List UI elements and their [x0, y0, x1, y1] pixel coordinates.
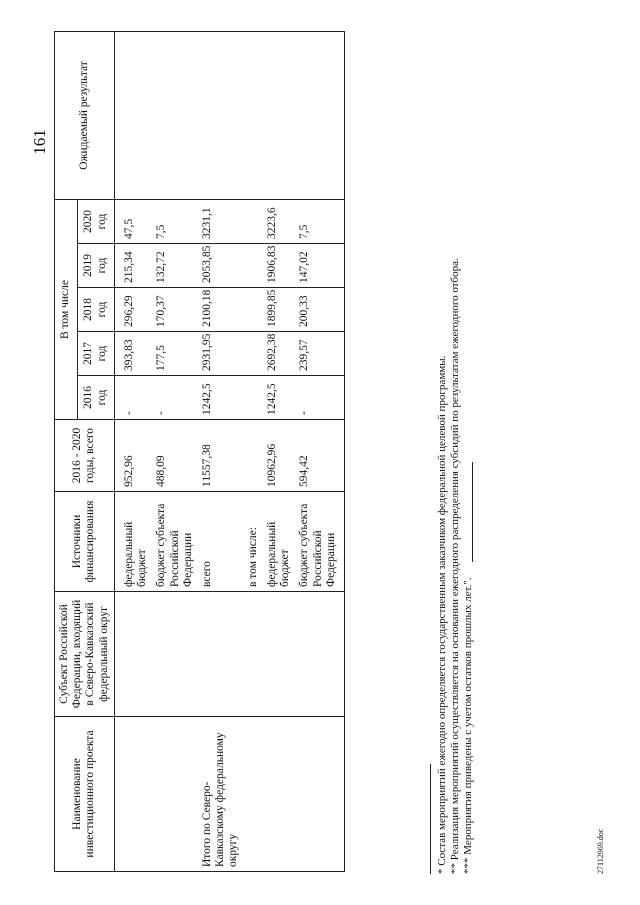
cell-project: Итого по Северо-Кавказскому федеральному округу: [198, 717, 244, 872]
header-year-2020: 2020 год: [77, 199, 114, 243]
document-code: 27112969.doc: [596, 828, 605, 874]
footnote-2: ** Реализация мероприятий осуществляется на основании ежегодного распределения субсидий по результатам ежегодного отбора.: [449, 258, 462, 874]
header-source: Источники финансирования: [55, 492, 115, 592]
page-number: 161: [30, 129, 49, 155]
cell-2017: 239,57: [295, 332, 344, 376]
cell-subject: [114, 592, 152, 717]
table-row: [244, 31, 263, 871]
cell-result: [263, 31, 295, 199]
cell-2017: 2931,95: [198, 332, 244, 376]
header-total: 2016 - 2020 годы, всего: [55, 420, 115, 492]
cell-source: в том числе:: [244, 492, 263, 592]
cell-project: [244, 717, 263, 872]
cell-2020: 3223,6: [263, 199, 295, 243]
cell-result: [244, 31, 263, 199]
cell-2016: -: [152, 376, 198, 420]
cell-2018: [244, 288, 263, 332]
cell-2016: [244, 376, 263, 420]
end-divider: [472, 462, 473, 562]
cell-project: [295, 717, 344, 872]
rotated-content: [30, 32, 620, 882]
header-year-2018: 2018 год: [77, 288, 114, 332]
footnotes: [436, 258, 476, 874]
cell-2017: 2692,38: [263, 332, 295, 376]
cell-project: [114, 717, 152, 872]
header-year-2017: 2017 год: [77, 332, 114, 376]
cell-2019: 1906,83: [263, 244, 295, 288]
cell-subject: [198, 592, 244, 717]
cell-result: [152, 31, 198, 199]
cell-2019: 215,34: [114, 244, 152, 288]
cell-2020: 3231,1: [198, 199, 244, 243]
cell-2018: 170,37: [152, 288, 198, 332]
cell-subject: [152, 592, 198, 717]
cell-2018: 200,33: [295, 288, 344, 332]
cell-2019: [244, 244, 263, 288]
cell-2019: 132,72: [152, 244, 198, 288]
cell-source: бюджет субъекта Российской Федерации: [152, 492, 198, 592]
cell-result: [114, 31, 152, 199]
table-row: [198, 31, 244, 871]
cell-total: 11557,38: [198, 420, 244, 492]
cell-source: федеральный бюджет: [114, 492, 152, 592]
cell-total: [244, 420, 263, 492]
table-row: [295, 31, 344, 871]
cell-2016: 1242,5: [263, 376, 295, 420]
cell-project: [263, 717, 295, 872]
cell-total: 10962,96: [263, 420, 295, 492]
cell-total: 594,42: [295, 420, 344, 492]
cell-2017: 177,5: [152, 332, 198, 376]
cell-2019: 2053,85: [198, 244, 244, 288]
cell-2016: 1242,5: [198, 376, 244, 420]
cell-2018: 2100,18: [198, 288, 244, 332]
header-incl-group: В том числе: [55, 199, 78, 419]
cell-2017: 393,83: [114, 332, 152, 376]
cell-result: [198, 31, 244, 199]
cell-2020: 47,5: [114, 199, 152, 243]
cell-2019: 147,02: [295, 244, 344, 288]
header-project-name: Наименование инвестиционного проекта: [55, 717, 115, 872]
table-row: [114, 31, 152, 871]
cell-2020: 7,5: [295, 199, 344, 243]
cell-source: бюджет субъекта Российской Федерации: [295, 492, 344, 592]
cell-total: 952,96: [114, 420, 152, 492]
header-year-2019: 2019 год: [77, 244, 114, 288]
cell-2016: -: [295, 376, 344, 420]
header-subject: Субъект Российской Федерации, входящий в Северо-Кавказский федеральный округ: [55, 592, 115, 717]
table-row: [263, 31, 295, 871]
cell-2020: 7,5: [152, 199, 198, 243]
cell-subject: [244, 592, 263, 717]
financing-table: [54, 31, 345, 872]
cell-source: всего: [198, 492, 244, 592]
cell-2017: [244, 332, 263, 376]
cell-source: федеральный бюджет: [263, 492, 295, 592]
footnote-1: * Состав мероприятий ежегодно определяется государственным заказчиком федеральной целевой программы.: [436, 355, 448, 874]
cell-2018: 296,29: [114, 288, 152, 332]
header-result: Ожидаемый результат: [55, 31, 115, 199]
cell-subject: [295, 592, 344, 717]
header-year-2016: 2016 год: [77, 376, 114, 420]
table-row: [152, 31, 198, 871]
table-header-row: [55, 31, 78, 871]
cell-2018: 1899,85: [263, 288, 295, 332]
cell-result: [295, 31, 344, 199]
cell-2020: [244, 199, 263, 243]
cell-subject: [263, 592, 295, 717]
cell-project: [152, 717, 198, 872]
footnote-3: *** Мероприятия приведены с учетом остатков прошлых лет.".: [462, 577, 475, 874]
cell-total: 488,09: [152, 420, 198, 492]
cell-2016: -: [114, 376, 152, 420]
footnote-divider: [430, 764, 431, 874]
